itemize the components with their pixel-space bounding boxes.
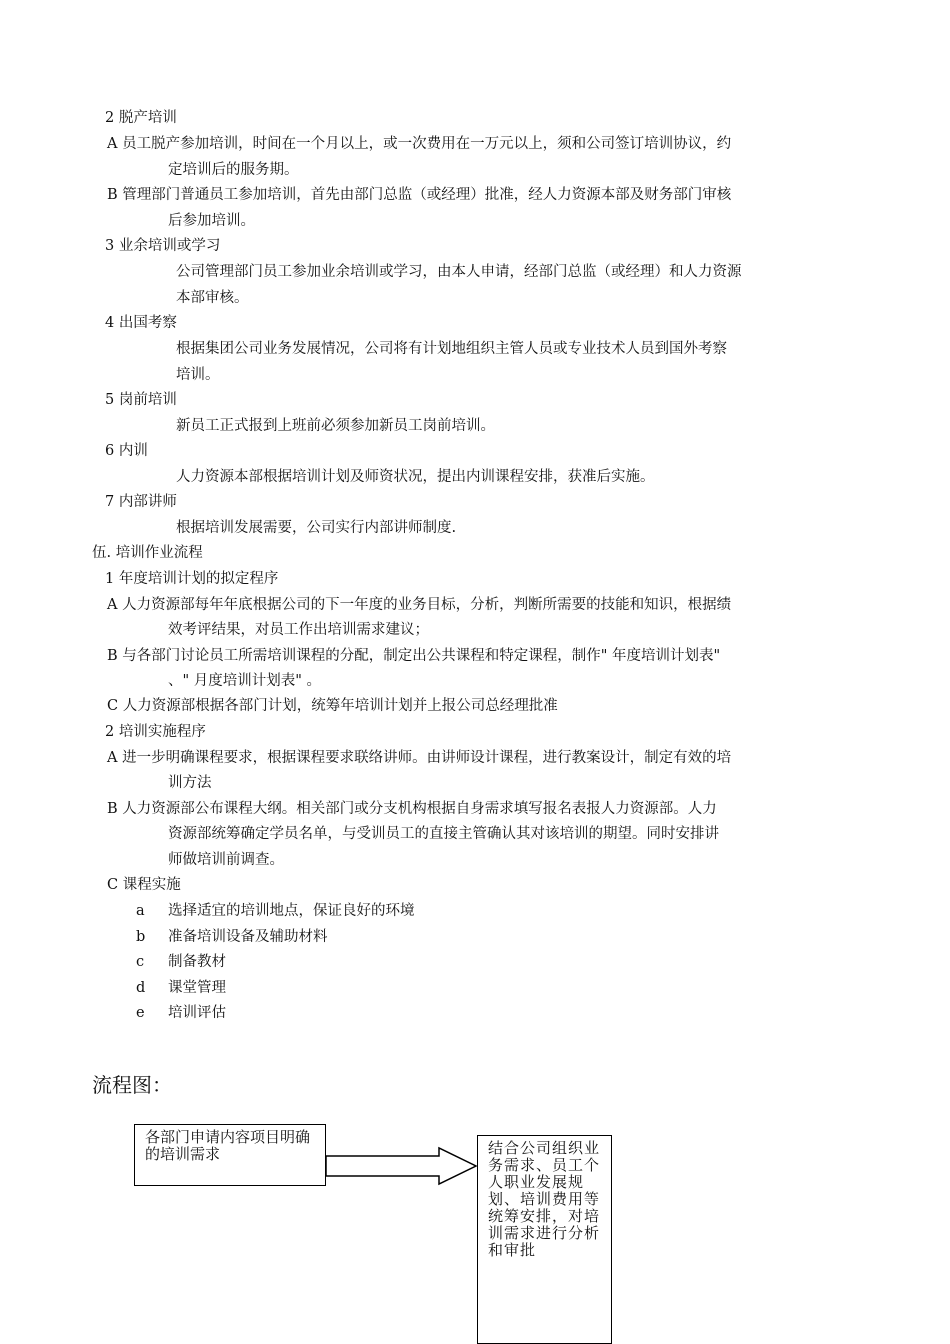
paragraph-line: A 进一步明确课程要求，根据课程要求联络讲师。由讲师设计课程，进行教案设计，制定有效的培 [107,750,732,766]
section-heading-2b: 2 培训实施程序 [105,724,206,740]
paragraph-line: 效考评结果，对员工作出培训需求建议； [168,622,429,638]
section-heading-4: 4 出国考察 [105,315,177,331]
section-heading-7: 7 内部讲师 [105,494,177,510]
paragraph-line: B 与各部门讨论员工所需培训课程的分配，制定出公共课程和特定课程，制作" 年度培训计划表" [107,648,721,664]
flowchart-box-request: 各部门申请内容项目明确的培训需求 [134,1124,326,1186]
sub-item-text: 制备教材 [168,954,226,970]
sub-item-text: 准备培训设备及辅助材料 [168,929,328,945]
sub-item-letter: a [136,903,145,919]
paragraph-line: A 人力资源部每年年底根据公司的下一年度的业务目标，分析，判断所需要的技能和知识，根据绩 [107,597,732,613]
section-heading-5: 5 岗前培训 [105,392,177,408]
flowchart-title: 流程图： [92,1073,172,1097]
paragraph-line: C 课程实施 [107,877,181,893]
flowchart-arrow [326,1140,478,1192]
sub-item-letter: b [136,929,146,945]
paragraph-line: 后参加培训。 [168,213,255,229]
paragraph-line: A 员工脱产参加培训，时间在一个月以上，或一次费用在一万元以上，须和公司签订培训协议，约 [107,136,732,152]
paragraph-line: 培训。 [176,367,220,383]
section-heading-6: 6 内训 [105,443,148,459]
paragraph-line: 资源部统筹确定学员名单，与受训员工的直接主管确认其对该培训的期望。同时安排讲 [168,826,719,842]
paragraph-line: 根据培训发展需要，公司实行内部讲师制度. [176,520,457,536]
paragraph-line: B 人力资源部公布课程大纲。相关部门或分支机构根据自身需求填写报名表报人力资源部。人力 [107,801,717,817]
sub-item-text: 课堂管理 [168,980,226,996]
paragraph-line: 师做培训前调查。 [168,852,284,868]
sub-item-letter: d [136,980,146,996]
sub-item-text: 选择适宜的培训地点，保证良好的环境 [168,903,415,919]
paragraph-line: 本部审核。 [176,290,249,306]
sub-item-text: 培训评估 [168,1005,226,1021]
paragraph-line: 定培训后的服务期。 [168,162,299,178]
paragraph-line: 训方法 [168,775,212,791]
paragraph-line: 公司管理部门员工参加业余培训或学习，由本人申请，经部门总监（或经理）和人力资源 [176,264,742,280]
flowchart-box-analysis: 结合公司组织业务需求、员工个人职业发展规划、培训费用等统筹安排，对培训需求进行分析和审批 [477,1135,612,1344]
section-heading-2: 2 脱产培训 [105,110,177,126]
chapter-heading: 伍. 培训作业流程 [92,545,203,561]
paragraph-line: 人力资源本部根据培训计划及师资状况，提出内训课程安排，获准后实施。 [176,469,655,485]
paragraph-line: 新员工正式报到上班前必须参加新员工岗前培训。 [176,418,495,434]
section-heading-3: 3 业余培训或学习 [105,238,221,254]
paragraph-line: B 管理部门普通员工参加培训，首先由部门总监（或经理）批准，经人力资源本部及财务部门审核 [107,187,732,203]
paragraph-line: C 人力资源部根据各部门计划，统筹年培训计划并上报公司总经理批准 [107,698,558,714]
section-heading-1: 1 年度培训计划的拟定程序 [105,571,279,587]
sub-item-letter: e [136,1005,145,1021]
sub-item-letter: c [136,954,145,970]
paragraph-line: 、" 月度培训计划表" 。 [168,673,322,689]
paragraph-line: 根据集团公司业务发展情况，公司将有计划地组织主管人员或专业技术人员到国外考察 [176,341,727,357]
